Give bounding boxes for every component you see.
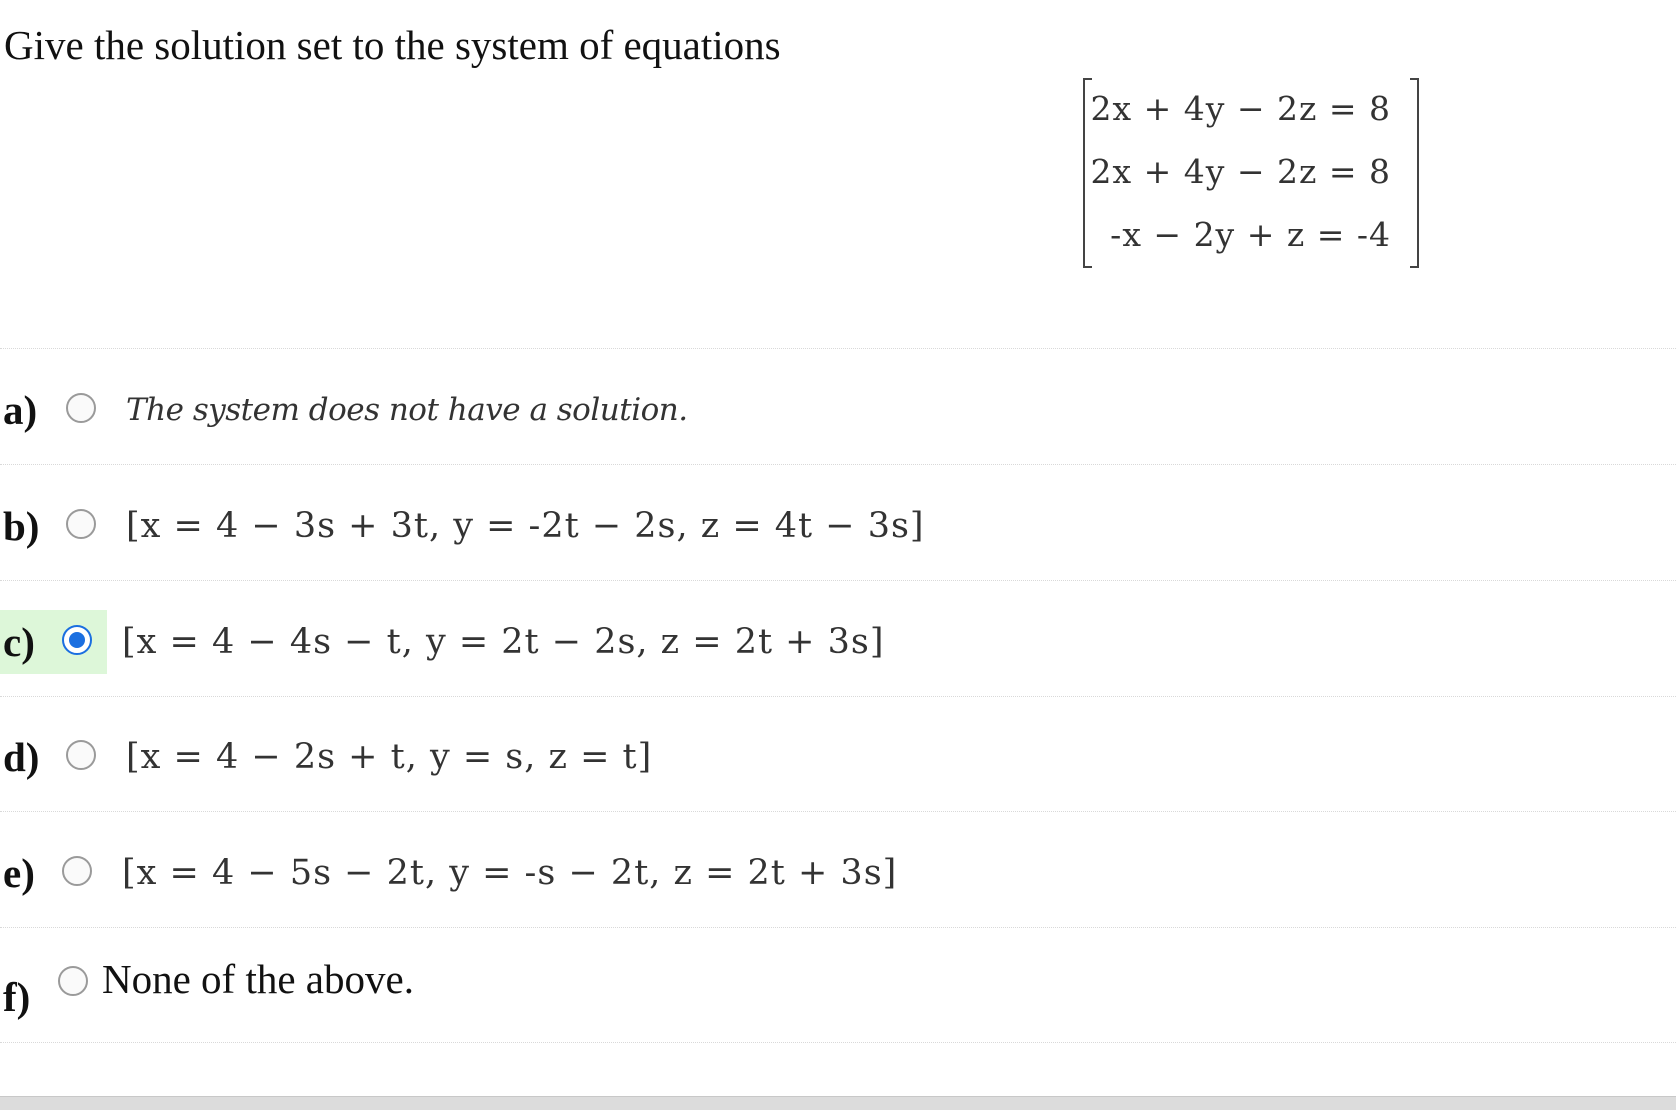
equation-2: 2x + 4y − 2z = 8 [1090, 152, 1391, 191]
divider [0, 580, 1676, 581]
option-f-text: None of the above. [102, 956, 414, 1002]
option-c-text: [x = 4 − 4s − t, y = 2t − 2s, z = 2t + 3s] [122, 622, 885, 662]
option-a-radio[interactable] [66, 393, 96, 423]
option-c-radio[interactable] [62, 625, 92, 655]
divider [0, 927, 1676, 928]
option-f [0, 956, 1676, 1020]
divider [0, 696, 1676, 697]
option-b [0, 497, 1676, 555]
divider [0, 1042, 1676, 1043]
option-d-radio[interactable] [66, 740, 96, 770]
divider [0, 348, 1676, 349]
option-d-letter: d) [3, 734, 40, 780]
divider [0, 811, 1676, 812]
option-e-text: [x = 4 − 5s − 2t, y = -s − 2t, z = 2t + 3s] [122, 853, 898, 893]
option-c [0, 613, 1676, 671]
divider [0, 464, 1676, 465]
option-d-text: [x = 4 − 2s + t, y = s, z = t] [126, 737, 653, 777]
question-prompt: Give the solution set to the system of equations [4, 22, 781, 68]
option-b-radio[interactable] [66, 509, 96, 539]
equation-3: -x − 2y + z = -4 [1110, 215, 1391, 254]
option-b-letter: b) [3, 503, 40, 549]
option-d [0, 728, 1676, 786]
option-e-radio[interactable] [62, 856, 92, 886]
option-e-letter: e) [3, 850, 35, 896]
option-e [0, 844, 1676, 902]
option-a-text: The system does not have a solution. [126, 392, 688, 428]
option-a-letter: a) [3, 387, 38, 433]
option-b-text: [x = 4 − 3s + 3t, y = -2t − 2s, z = 4t − 3s] [126, 506, 925, 546]
option-f-radio[interactable] [58, 966, 88, 996]
bottom-bar [0, 1096, 1676, 1110]
equation-system [1083, 78, 1419, 268]
right-bracket [1410, 78, 1419, 268]
option-a [0, 381, 1676, 439]
option-c-letter: c) [3, 619, 35, 665]
option-f-letter: f) [3, 974, 31, 1020]
equation-1: 2x + 4y − 2z = 8 [1090, 89, 1391, 128]
